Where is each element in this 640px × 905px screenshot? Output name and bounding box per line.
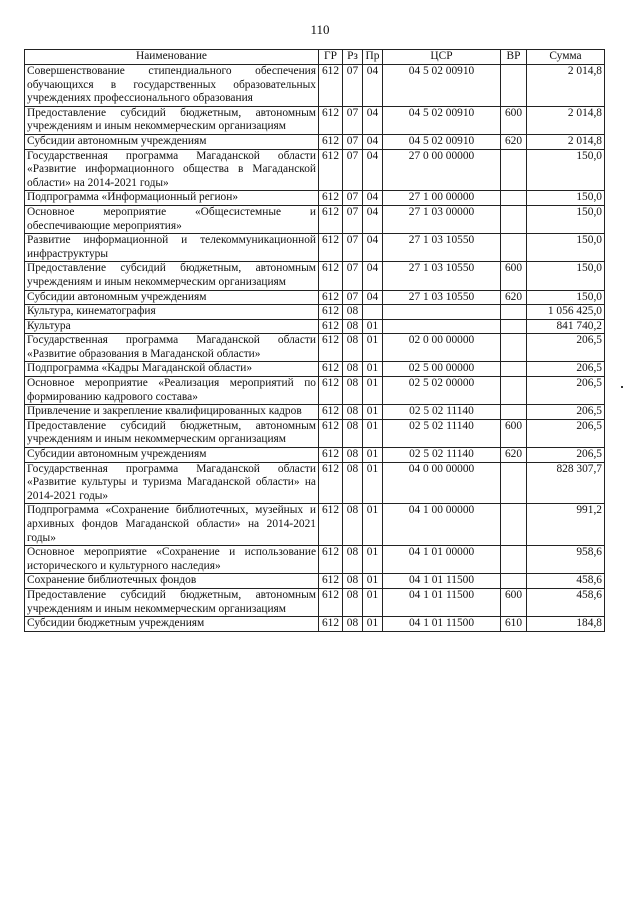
cell-name: Подпрограмма «Кадры Магаданской области» xyxy=(25,362,319,377)
col-sum-header: Сумма xyxy=(527,50,605,65)
cell-vr: 600 xyxy=(501,588,527,616)
page-number: 110 xyxy=(310,22,330,37)
cell-name: Культура, кинематография xyxy=(25,305,319,320)
cell-gr: 612 xyxy=(319,334,343,362)
cell-vr xyxy=(501,362,527,377)
cell-gr: 612 xyxy=(319,262,343,290)
cell-sum: 828 307,7 xyxy=(527,462,605,504)
table-row xyxy=(25,290,605,305)
cell-vr xyxy=(501,65,527,107)
cell-gr: 612 xyxy=(319,290,343,305)
cell-rz: 08 xyxy=(343,504,363,546)
cell-name: Государственная программа Магаданской области «Развитие информационного общества в Магаданской области» на 2014-2021 годы» xyxy=(25,149,319,191)
cell-sum: 150,0 xyxy=(527,205,605,233)
cell-name: Предоставление субсидий бюджетным, автономным учреждениям и иным некоммерческим организациям xyxy=(25,588,319,616)
cell-name: Предоставление субсидий бюджетным, автономным учреждениям и иным некоммерческим организациям xyxy=(25,106,319,134)
cell-pr: 01 xyxy=(363,588,383,616)
cell-sum: 2 014,8 xyxy=(527,65,605,107)
cell-name: Совершенствование стипендиального обеспечения обучающихся в государственных образовательных учреждениях профессионального образования xyxy=(25,65,319,107)
cell-csr: 27 1 00 00000 xyxy=(383,191,501,206)
table-header xyxy=(25,50,605,65)
cell-gr: 612 xyxy=(319,462,343,504)
cell-pr: 04 xyxy=(363,262,383,290)
cell-csr: 27 0 00 00000 xyxy=(383,149,501,191)
table-row xyxy=(25,419,605,447)
cell-csr: 04 5 02 00910 xyxy=(383,106,501,134)
cell-rz: 08 xyxy=(343,448,363,463)
cell-sum: 150,0 xyxy=(527,191,605,206)
cell-gr: 612 xyxy=(319,617,343,632)
cell-pr: 01 xyxy=(363,448,383,463)
cell-csr: 02 5 02 11140 xyxy=(383,405,501,420)
cell-name: Подпрограмма «Сохранение библиотечных, музейных и архивных фондов Магаданской области» на 2014-2021 годы» xyxy=(25,504,319,546)
cell-rz: 07 xyxy=(343,149,363,191)
cell-vr xyxy=(501,574,527,589)
cell-name: Субсидии автономным учреждениям xyxy=(25,290,319,305)
cell-csr: 27 1 03 00000 xyxy=(383,205,501,233)
cell-sum: 2 014,8 xyxy=(527,106,605,134)
cell-rz: 07 xyxy=(343,106,363,134)
table-row xyxy=(25,205,605,233)
cell-vr xyxy=(501,234,527,262)
cell-vr: 600 xyxy=(501,262,527,290)
scan-mark xyxy=(621,386,623,388)
cell-rz: 08 xyxy=(343,405,363,420)
cell-vr xyxy=(501,205,527,233)
cell-csr: 04 5 02 00910 xyxy=(383,134,501,149)
cell-name: Привлечение и закрепление квалифицированных кадров xyxy=(25,405,319,420)
table-row xyxy=(25,191,605,206)
cell-sum: 184,8 xyxy=(527,617,605,632)
cell-csr: 04 5 02 00910 xyxy=(383,65,501,107)
cell-rz: 08 xyxy=(343,419,363,447)
cell-sum: 150,0 xyxy=(527,234,605,262)
cell-rz: 08 xyxy=(343,546,363,574)
cell-csr: 04 1 01 00000 xyxy=(383,546,501,574)
cell-vr xyxy=(501,462,527,504)
table-row xyxy=(25,546,605,574)
cell-vr: 620 xyxy=(501,290,527,305)
cell-vr: 610 xyxy=(501,617,527,632)
cell-sum: 150,0 xyxy=(527,262,605,290)
cell-pr: 01 xyxy=(363,377,383,405)
cell-sum: 2 014,8 xyxy=(527,134,605,149)
cell-gr: 612 xyxy=(319,305,343,320)
cell-gr: 612 xyxy=(319,574,343,589)
cell-rz: 08 xyxy=(343,377,363,405)
cell-vr: 620 xyxy=(501,134,527,149)
cell-name: Предоставление субсидий бюджетным, автономным учреждениям и иным некоммерческим организациям xyxy=(25,419,319,447)
table-row xyxy=(25,588,605,616)
cell-gr: 612 xyxy=(319,319,343,334)
table-body xyxy=(25,65,605,632)
cell-sum: 206,5 xyxy=(527,448,605,463)
cell-gr: 612 xyxy=(319,546,343,574)
cell-vr xyxy=(501,405,527,420)
cell-vr xyxy=(501,191,527,206)
col-gr-header: ГР xyxy=(319,50,343,65)
cell-pr: 04 xyxy=(363,149,383,191)
cell-name: Культура xyxy=(25,319,319,334)
cell-pr: 01 xyxy=(363,546,383,574)
cell-pr xyxy=(363,305,383,320)
table-row xyxy=(25,319,605,334)
cell-rz: 07 xyxy=(343,290,363,305)
table-row xyxy=(25,149,605,191)
cell-sum: 150,0 xyxy=(527,149,605,191)
cell-vr xyxy=(501,149,527,191)
cell-name: Субсидии автономным учреждениям xyxy=(25,448,319,463)
cell-gr: 612 xyxy=(319,134,343,149)
table-row xyxy=(25,305,605,320)
cell-pr: 04 xyxy=(363,205,383,233)
cell-rz: 07 xyxy=(343,134,363,149)
table-row xyxy=(25,405,605,420)
cell-vr xyxy=(501,319,527,334)
cell-gr: 612 xyxy=(319,405,343,420)
cell-gr: 612 xyxy=(319,362,343,377)
cell-sum: 206,5 xyxy=(527,334,605,362)
cell-sum: 991,2 xyxy=(527,504,605,546)
cell-csr xyxy=(383,319,501,334)
cell-csr xyxy=(383,305,501,320)
cell-csr: 27 1 03 10550 xyxy=(383,290,501,305)
col-pr-header: Пр xyxy=(363,50,383,65)
header-row xyxy=(25,50,605,65)
cell-gr: 612 xyxy=(319,149,343,191)
cell-gr: 612 xyxy=(319,106,343,134)
cell-csr: 04 0 00 00000 xyxy=(383,462,501,504)
cell-csr: 27 1 03 10550 xyxy=(383,262,501,290)
cell-csr: 04 1 01 11500 xyxy=(383,588,501,616)
cell-csr: 27 1 03 10550 xyxy=(383,234,501,262)
cell-pr: 04 xyxy=(363,65,383,107)
cell-gr: 612 xyxy=(319,65,343,107)
cell-vr xyxy=(501,377,527,405)
cell-gr: 612 xyxy=(319,191,343,206)
col-vr-header: ВР xyxy=(501,50,527,65)
cell-csr: 04 1 01 11500 xyxy=(383,574,501,589)
col-rz-header: Рз xyxy=(343,50,363,65)
cell-rz: 07 xyxy=(343,205,363,233)
table-row xyxy=(25,574,605,589)
cell-pr: 04 xyxy=(363,290,383,305)
cell-sum: 206,5 xyxy=(527,405,605,420)
cell-pr: 01 xyxy=(363,462,383,504)
cell-pr: 01 xyxy=(363,319,383,334)
cell-rz: 08 xyxy=(343,617,363,632)
cell-gr: 612 xyxy=(319,234,343,262)
cell-pr: 01 xyxy=(363,574,383,589)
cell-pr: 01 xyxy=(363,405,383,420)
cell-rz: 07 xyxy=(343,191,363,206)
table-row xyxy=(25,234,605,262)
cell-sum: 206,5 xyxy=(527,362,605,377)
cell-csr: 02 0 00 00000 xyxy=(383,334,501,362)
cell-pr: 04 xyxy=(363,234,383,262)
budget-table xyxy=(24,49,605,632)
cell-csr: 02 5 02 11140 xyxy=(383,448,501,463)
table-row xyxy=(25,262,605,290)
cell-pr: 01 xyxy=(363,362,383,377)
cell-csr: 02 5 00 00000 xyxy=(383,362,501,377)
cell-sum: 206,5 xyxy=(527,419,605,447)
table-row xyxy=(25,106,605,134)
cell-pr: 01 xyxy=(363,504,383,546)
cell-vr: 600 xyxy=(501,419,527,447)
table-row xyxy=(25,377,605,405)
cell-rz: 08 xyxy=(343,334,363,362)
cell-pr: 04 xyxy=(363,134,383,149)
cell-name: Государственная программа Магаданской области «Развитие культуры и туризма Магаданской области» на 2014-2021 годы» xyxy=(25,462,319,504)
cell-vr: 620 xyxy=(501,448,527,463)
table-row xyxy=(25,448,605,463)
cell-sum: 150,0 xyxy=(527,290,605,305)
cell-rz: 07 xyxy=(343,65,363,107)
cell-name: Предоставление субсидий бюджетным, автономным учреждениям и иным некоммерческим организациям xyxy=(25,262,319,290)
cell-name: Развитие информационной и телекоммуникационной инфраструктуры xyxy=(25,234,319,262)
cell-gr: 612 xyxy=(319,588,343,616)
cell-sum: 1 056 425,0 xyxy=(527,305,605,320)
cell-rz: 08 xyxy=(343,362,363,377)
cell-csr: 04 1 00 00000 xyxy=(383,504,501,546)
cell-pr: 04 xyxy=(363,106,383,134)
cell-pr: 01 xyxy=(363,419,383,447)
cell-vr xyxy=(501,546,527,574)
cell-vr: 600 xyxy=(501,106,527,134)
table-row xyxy=(25,362,605,377)
table-row xyxy=(25,462,605,504)
cell-name: Подпрограмма «Информационный регион» xyxy=(25,191,319,206)
cell-gr: 612 xyxy=(319,448,343,463)
cell-vr xyxy=(501,305,527,320)
table-row xyxy=(25,334,605,362)
col-name-header: Наименование xyxy=(25,50,319,65)
col-csr-header: ЦСР xyxy=(383,50,501,65)
cell-rz: 08 xyxy=(343,574,363,589)
cell-rz: 07 xyxy=(343,262,363,290)
cell-csr: 02 5 02 11140 xyxy=(383,419,501,447)
cell-name: Субсидии бюджетным учреждениям xyxy=(25,617,319,632)
cell-rz: 07 xyxy=(343,234,363,262)
cell-gr: 612 xyxy=(319,419,343,447)
cell-name: Сохранение библиотечных фондов xyxy=(25,574,319,589)
cell-rz: 08 xyxy=(343,588,363,616)
cell-vr xyxy=(501,334,527,362)
cell-gr: 612 xyxy=(319,504,343,546)
cell-rz: 08 xyxy=(343,305,363,320)
table-row xyxy=(25,65,605,107)
cell-csr: 04 1 01 11500 xyxy=(383,617,501,632)
table-row xyxy=(25,504,605,546)
cell-rz: 08 xyxy=(343,462,363,504)
cell-name: Основное мероприятие «Реализация мероприятий по формированию кадрового состава» xyxy=(25,377,319,405)
cell-pr: 04 xyxy=(363,191,383,206)
cell-rz: 08 xyxy=(343,319,363,334)
cell-pr: 01 xyxy=(363,617,383,632)
cell-vr xyxy=(501,504,527,546)
cell-csr: 02 5 02 00000 xyxy=(383,377,501,405)
cell-sum: 458,6 xyxy=(527,574,605,589)
cell-sum: 841 740,2 xyxy=(527,319,605,334)
cell-name: Государственная программа Магаданской области «Развитие образования в Магаданской области» xyxy=(25,334,319,362)
cell-sum: 958,6 xyxy=(527,546,605,574)
cell-pr: 01 xyxy=(363,334,383,362)
table-row xyxy=(25,134,605,149)
cell-gr: 612 xyxy=(319,205,343,233)
cell-sum: 206,5 xyxy=(527,377,605,405)
cell-name: Основное мероприятие «Общесистемные и обеспечивающие мероприятия» xyxy=(25,205,319,233)
cell-gr: 612 xyxy=(319,377,343,405)
table-row xyxy=(25,617,605,632)
cell-name: Основное мероприятие «Сохранение и использование исторического и культурного наследия» xyxy=(25,546,319,574)
cell-sum: 458,6 xyxy=(527,588,605,616)
cell-name: Субсидии автономным учреждениям xyxy=(25,134,319,149)
